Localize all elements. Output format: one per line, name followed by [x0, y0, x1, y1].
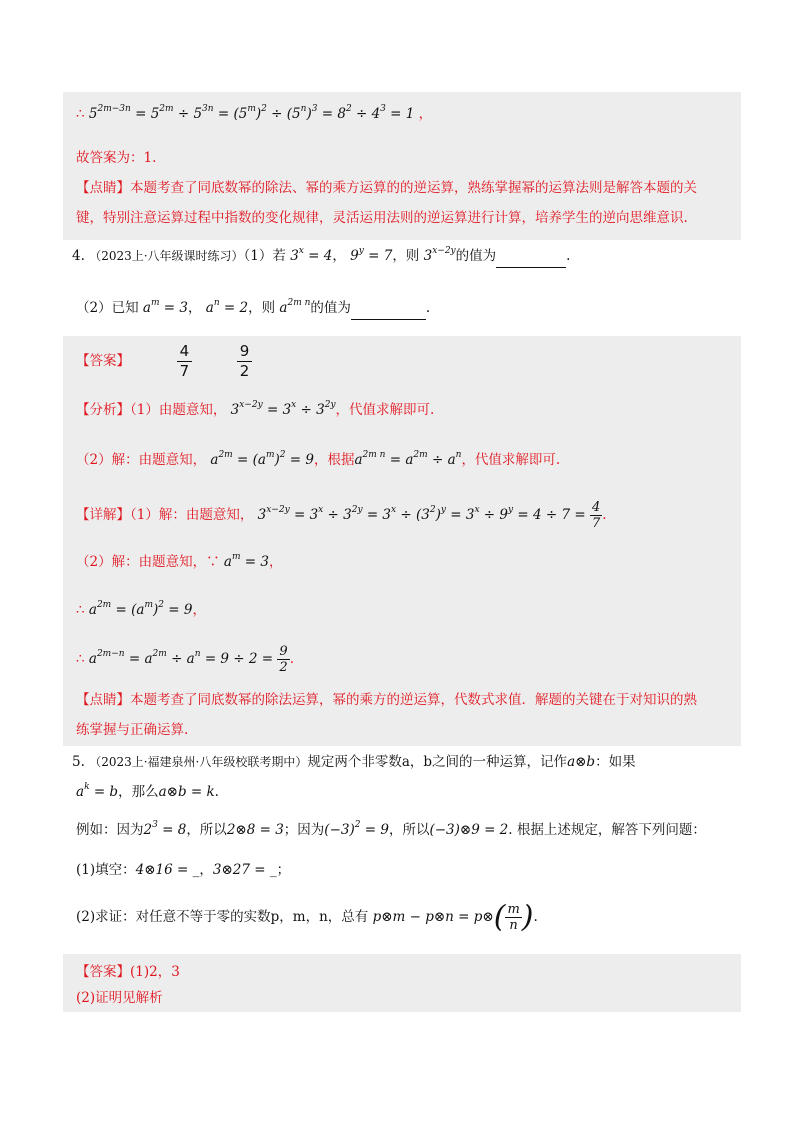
q4-detail-2: （2）解：由题意知，∵ $a^m = 3$，	[76, 552, 283, 570]
answer-fraction-2: $\frac{9}{2}$	[237, 342, 253, 381]
q4-analysis-1: 【分析】（1）由题意知， $3^{x-2y} = 3^x \div 3^{2y}$，代值求解即可.	[76, 400, 435, 418]
q5-part2: (2)求证：对任意不等于零的实数p，m，n，总有 p⊗m − p⊗n = p⊗( $\frac{m}{n}$ ).	[76, 899, 538, 935]
top-equation: ∴ $5^{2m-3n} = 5^{2m} \div 5^{3n} = (5^m)^2 \div (5^n)^3 = 8^2 \div 4^3 = 1$ ，	[76, 104, 433, 122]
q5-answer-2: (2)证明见解析	[76, 990, 163, 1006]
top-comment-line2: 键，特别注意运算过程中指数的变化规律，灵活运用法则的逆运算进行计算，培养学生的逆向思维意识.	[76, 210, 688, 226]
top-answer: 故答案为：1.	[76, 150, 157, 166]
q4-part2: （2）已知 $a^m = 3$， $a^n = 2$，则 $a^{2m n}$的值为 .	[76, 298, 430, 320]
q5-line1: 5. （2023上·福建泉州·八年级校联考期中）规定两个非零数a，b之间的一种运算，记作a⊗b：如果	[72, 754, 636, 770]
q4-detail-1: 【详解】（1）解：由题意知， $3^{x-2y} = 3^x \div 3^{2y} = 3^x \div (3^2)^y = 3^x \div 9^y = 4 \div 7$ = $\frac{4}{7}$ .	[76, 500, 607, 531]
q4-detail-4: ∴ $a^{2m-n} = a^{2m} \div a^n = 9 \div 2$ = $\frac{9}{2}$ .	[76, 644, 294, 675]
q5-line2: $a^k = b$，那么a⊗b = k.	[76, 782, 219, 800]
answer-label: 【答案】	[76, 353, 130, 369]
therefore-symbol: ∴	[76, 602, 85, 618]
q4-analysis-2: （2）解：由题意知， $a^{2m} = (a^m)^2 = 9$，根据$a^{2m n} = a^{2m} \div a^n$，代值求解即可.	[76, 450, 561, 468]
q5-answer-1: 【答案】(1)2，3	[76, 964, 180, 980]
q4-answer	[76, 342, 252, 381]
q5-part1: (1)填空：4⊗16 = _，3⊗27 = _；	[76, 862, 291, 878]
solution-block-q4	[63, 336, 741, 746]
q4-comment-line1: 【点睛】本题考查了同底数幂的除法运算，幂的乘方的逆运算，代数式求值．解题的关键在于对知识的熟	[76, 692, 697, 708]
q4-part1: 4. （2023上·八年级课时练习）（1）若 $3^x = 4$， $9^y = 7$，则 $3^{x-2y}$的值为 .	[72, 246, 570, 268]
q5-example: 例如：因为$2^3 = 8$，所以2⊗8 = 3；因为$(-3)^2 = 9$，所以(−3)⊗9 = 2. 根据上述规定，解答下列问题：	[76, 820, 706, 838]
q4-comment-line2: 练掌握与正确运算.	[76, 722, 189, 738]
top-comment-line1: 【点睛】本题考查了同底数幂的除法、幂的乘方运算的的逆运算，熟练掌握幂的运算法则是解答本题的关	[76, 180, 697, 196]
fill-blank-2[interactable]: 3⊗27 = _	[212, 862, 277, 878]
q4-detail-3: ∴ $a^{2m} = (a^m)^2 = 9$，	[76, 600, 206, 618]
answer-fraction-1: $\frac{4}{7}$	[177, 342, 193, 381]
because-symbol: ∵	[206, 554, 220, 570]
q4-blank-2[interactable]	[351, 305, 426, 320]
q4-blank-1[interactable]	[496, 253, 566, 268]
fill-blank-1[interactable]: 4⊗16 = _	[135, 862, 200, 878]
comment-label: 【点睛】	[76, 180, 130, 196]
